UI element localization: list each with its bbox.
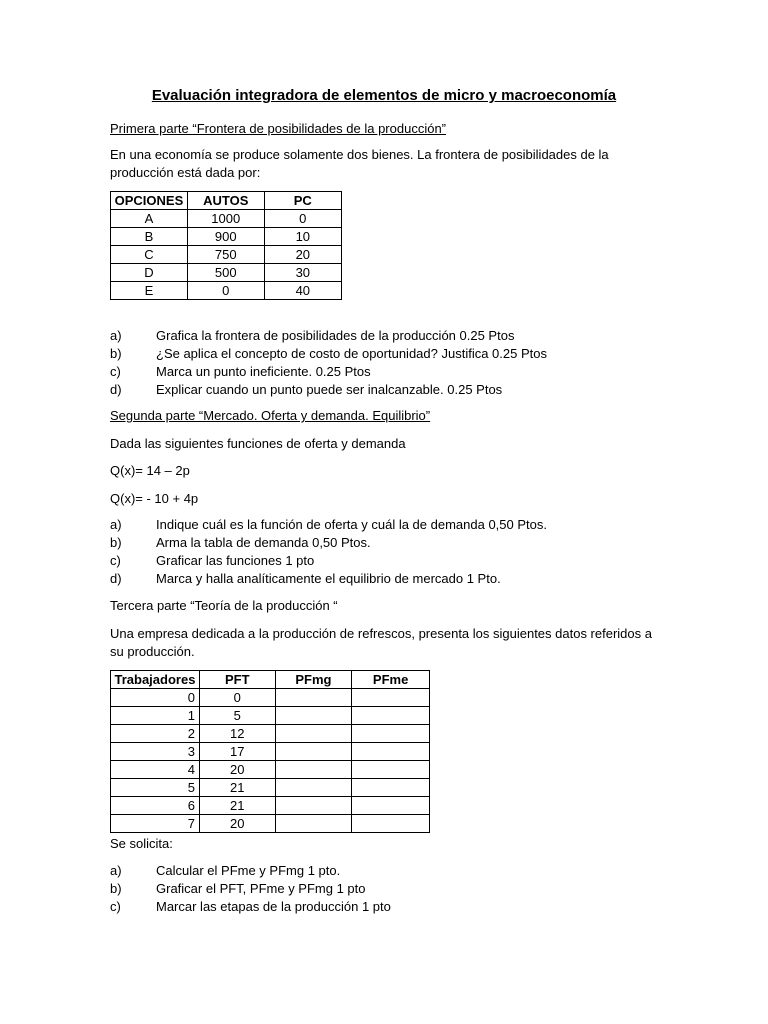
- table-cell: 500: [187, 264, 264, 282]
- table-cell: [275, 689, 352, 707]
- table-cell: 5: [199, 707, 275, 725]
- table-row: [111, 689, 430, 707]
- list-marker: d): [110, 382, 122, 397]
- list-item: [110, 381, 547, 399]
- list-item: [110, 570, 547, 588]
- table-cell: 1000: [187, 210, 264, 228]
- part2-intro: Dada las siguientes funciones de oferta y demanda: [110, 436, 406, 451]
- production-table: [110, 670, 430, 833]
- table-cell: B: [111, 228, 188, 246]
- header-autos: AUTOS: [187, 192, 264, 210]
- table-cell: [275, 761, 352, 779]
- list-marker: c): [110, 899, 121, 914]
- table-row: [111, 797, 430, 815]
- table-cell: D: [111, 264, 188, 282]
- table-row: [111, 210, 342, 228]
- list-marker: c): [110, 553, 121, 568]
- header-pft: PFT: [199, 671, 275, 689]
- table-cell: C: [111, 246, 188, 264]
- table-header-row: [111, 192, 342, 210]
- table-row: [111, 743, 430, 761]
- table-cell: E: [111, 282, 188, 300]
- part2-question-list: [110, 516, 547, 588]
- table-cell: 20: [264, 246, 341, 264]
- table-cell: [275, 743, 352, 761]
- list-marker: d): [110, 571, 122, 586]
- table-cell: 0: [187, 282, 264, 300]
- part3-heading: Tercera parte “Teoría de la producción “: [110, 598, 338, 613]
- table-row: [111, 228, 342, 246]
- equation-supply: Q(x)= - 10 + 4p: [110, 491, 199, 506]
- table-cell: 10: [264, 228, 341, 246]
- table-cell: 5: [111, 779, 200, 797]
- table-row: [111, 264, 342, 282]
- table-cell: 0: [199, 689, 275, 707]
- list-marker: b): [110, 535, 122, 550]
- question-text: Indique cuál es la función de oferta y cuál la de demanda 0,50 Ptos.: [156, 517, 547, 532]
- part3-intro: Una empresa dedicada a la producción de refrescos, presenta los siguientes datos referidos a su producción.: [110, 626, 652, 659]
- table-cell: 20: [199, 815, 275, 833]
- list-marker: c): [110, 364, 121, 379]
- question-text: Grafica la frontera de posibilidades de la producción 0.25 Ptos: [156, 328, 515, 343]
- list-item: [110, 327, 547, 345]
- table-cell: 17: [199, 743, 275, 761]
- table-cell: [275, 725, 352, 743]
- list-marker: a): [110, 863, 122, 878]
- table-cell: [352, 779, 430, 797]
- question-text: Arma la tabla de demanda 0,50 Ptos.: [156, 535, 371, 550]
- list-item: [110, 363, 547, 381]
- table-row: [111, 725, 430, 743]
- table-cell: 12: [199, 725, 275, 743]
- table-cell: [275, 779, 352, 797]
- table-cell: [352, 725, 430, 743]
- table-cell: 6: [111, 797, 200, 815]
- part3-question-list: [110, 862, 391, 916]
- header-opciones: OPCIONES: [111, 192, 188, 210]
- solicita-label: Se solicita:: [110, 836, 173, 851]
- table-row: [111, 815, 430, 833]
- question-text: Graficar las funciones 1 pto: [156, 553, 315, 568]
- equation-demand: Q(x)= 14 – 2p: [110, 463, 190, 478]
- ppf-table: [110, 191, 342, 300]
- question-text: Graficar el PFT, PFme y PFmg 1 pto: [156, 881, 366, 896]
- list-marker: b): [110, 346, 122, 361]
- part1-question-list: [110, 327, 547, 399]
- table-cell: [275, 797, 352, 815]
- header-trabajadores: Trabajadores: [111, 671, 200, 689]
- list-marker: b): [110, 881, 122, 896]
- question-text: ¿Se aplica el concepto de costo de oportunidad? Justifica 0.25 Ptos: [156, 346, 547, 361]
- table-cell: 0: [264, 210, 341, 228]
- table-cell: 30: [264, 264, 341, 282]
- table-cell: [352, 761, 430, 779]
- table-cell: 1: [111, 707, 200, 725]
- part2-heading: Segunda parte “Mercado. Oferta y demanda. Equilibrio”: [110, 408, 431, 423]
- header-pc: PC: [264, 192, 341, 210]
- table-cell: 4: [111, 761, 200, 779]
- table-cell: 7: [111, 815, 200, 833]
- question-text: Explicar cuando un punto puede ser inalcanzable. 0.25 Ptos: [156, 382, 503, 397]
- question-text: Marca y halla analíticamente el equilibrio de mercado 1 Pto.: [156, 571, 501, 586]
- table-cell: 2: [111, 725, 200, 743]
- list-item: [110, 862, 391, 880]
- table-cell: [352, 743, 430, 761]
- table-cell: 40: [264, 282, 341, 300]
- table-cell: [352, 689, 430, 707]
- header-pfme: PFme: [352, 671, 430, 689]
- question-text: Marcar las etapas de la producción 1 pto: [156, 899, 391, 914]
- table-row: [111, 779, 430, 797]
- header-pfmg: PFmg: [275, 671, 352, 689]
- table-cell: 20: [199, 761, 275, 779]
- table-cell: 21: [199, 797, 275, 815]
- table-cell: 900: [187, 228, 264, 246]
- list-item: [110, 345, 547, 363]
- question-text: Marca un punto ineficiente. 0.25 Ptos: [156, 364, 371, 379]
- list-marker: a): [110, 517, 122, 532]
- list-item: [110, 552, 547, 570]
- table-row: [111, 761, 430, 779]
- list-marker: a): [110, 328, 122, 343]
- table-cell: A: [111, 210, 188, 228]
- table-cell: 750: [187, 246, 264, 264]
- list-item: [110, 534, 547, 552]
- table-row: [111, 707, 430, 725]
- part1-intro: En una economía se produce solamente dos bienes. La frontera de posibilidades de la producción está dada por:: [110, 147, 609, 180]
- list-item: [110, 516, 547, 534]
- part1-heading: Primera parte “Frontera de posibilidades de la producción”: [110, 121, 447, 136]
- table-cell: 3: [111, 743, 200, 761]
- question-text: Calcular el PFme y PFmg 1 pto.: [156, 863, 341, 878]
- table-cell: [275, 815, 352, 833]
- table-row: [111, 282, 342, 300]
- table-cell: [352, 815, 430, 833]
- list-item: [110, 898, 391, 916]
- table-cell: 21: [199, 779, 275, 797]
- document-title: Evaluación integradora de elementos de micro y macroeconomía: [151, 87, 617, 104]
- table-cell: [275, 707, 352, 725]
- table-cell: [352, 707, 430, 725]
- table-cell: 0: [111, 689, 200, 707]
- table-row: [111, 246, 342, 264]
- table-cell: [352, 797, 430, 815]
- table-header-row: [111, 671, 430, 689]
- list-item: [110, 880, 391, 898]
